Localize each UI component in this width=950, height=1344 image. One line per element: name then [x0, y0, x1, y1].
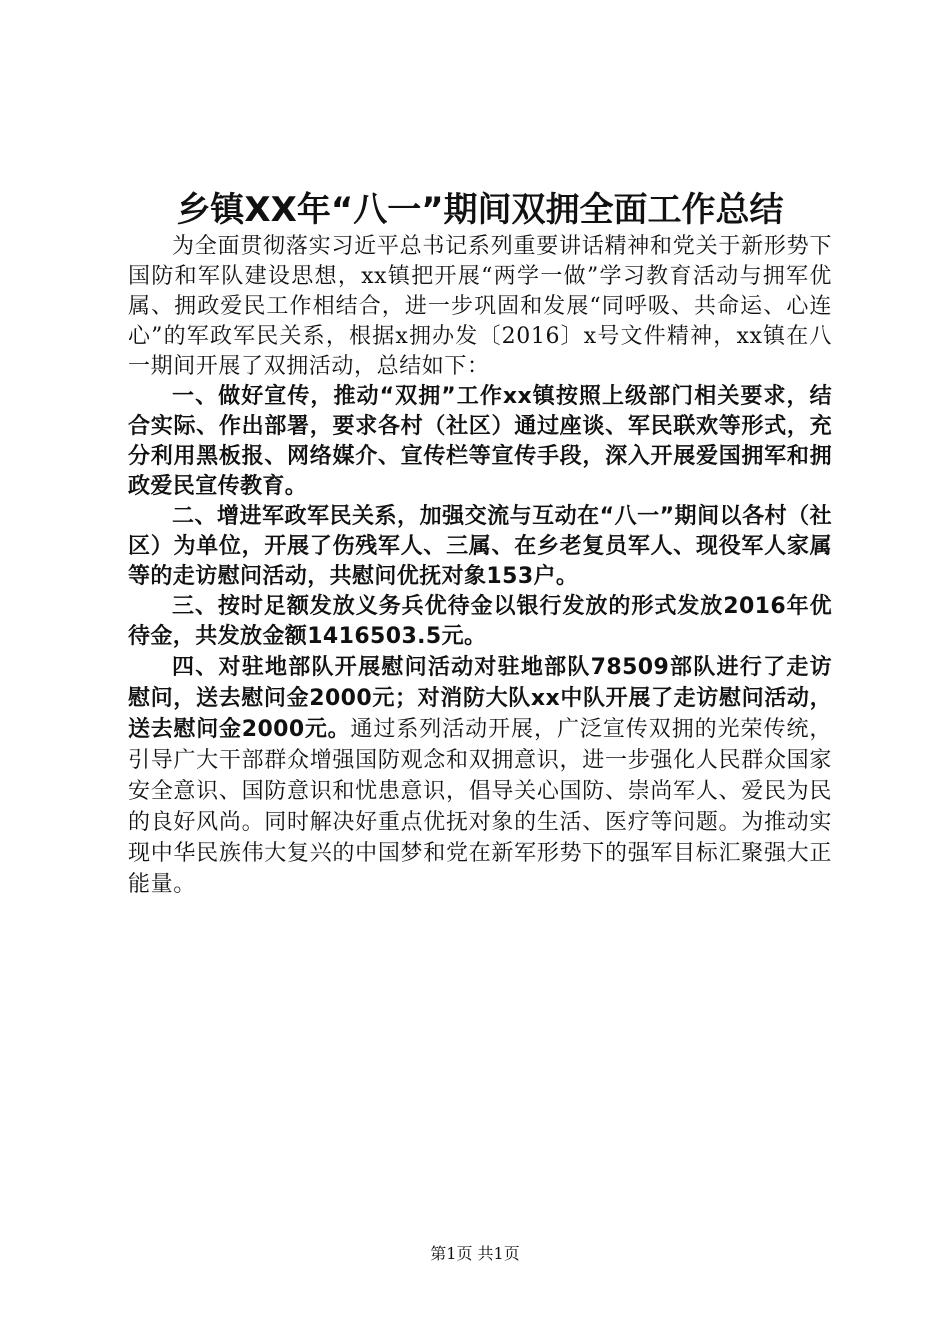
intro-paragraph: 为全面贯彻落实习近平总书记系列重要讲话精神和党关于新形势下国防和军队建设思想，xx镇把开展“两学一做”学习教育活动与拥军优属、拥政爱民工作相结合，进一步巩固和发展“同呼吸、共命运、心连心”的军政军民关系，根据x拥办发〔2016〕x号文件精神，xx镇在八一期间开展了双拥活动，总结如下： [128, 234, 832, 379]
document-title: 乡镇XX年“八一”期间双拥全面工作总结 [176, 190, 784, 230]
page-number: 第1页 共1页 [430, 1244, 520, 1263]
document-body [128, 232, 832, 900]
section-4-summary-text: 通过系列活动开展，广泛宣传双拥的光荣传统，引导广大干部群众增强国防观念和双拥意识，进一步强化人民群众国家安全意识、国防意识和忧患意识，倡导关心国防、崇尚军人、爱民为民的良好风尚。同时解决好重点优抚对象的生活、医疗等问题。为推动实现中华民族伟大复兴的中国梦和党在新军形势下的强军目标汇聚强大正能量。 [128, 717, 832, 897]
section-1-paragraph: 一、做好宣传，推动“双拥”工作xx镇按照上级部门相关要求，结合实际、作出部署，要求各村（社区）通过座谈、军民联欢等形式，充分利用黑板报、网络媒介、宣传栏等宣传手段，深入开展爱国拥军和拥政爱民宣传教育。 [128, 384, 832, 499]
section-4-bold-text: 四、对驻地部队开展慰问活动对驻地部队78509部队进行了走访慰问，送去慰问金2000元；对消防大队xx中队开展了走访慰问活动，送去慰问金2000元。 [128, 655, 832, 742]
section-3-paragraph: 三、按时足额发放义务兵优待金以银行发放的形式发放2016年优待金，共发放金额1416503.5元。 [128, 594, 832, 649]
section-4-paragraph [128, 652, 832, 900]
section-2-paragraph: 二、增进军政军民关系，加强交流与互动在“八一”期间以各村（社区）为单位，开展了伤残军人、三属、在乡老复员军人、现役军人家属等的走访慰问活动，共慰问优抚对象153户。 [128, 504, 832, 589]
